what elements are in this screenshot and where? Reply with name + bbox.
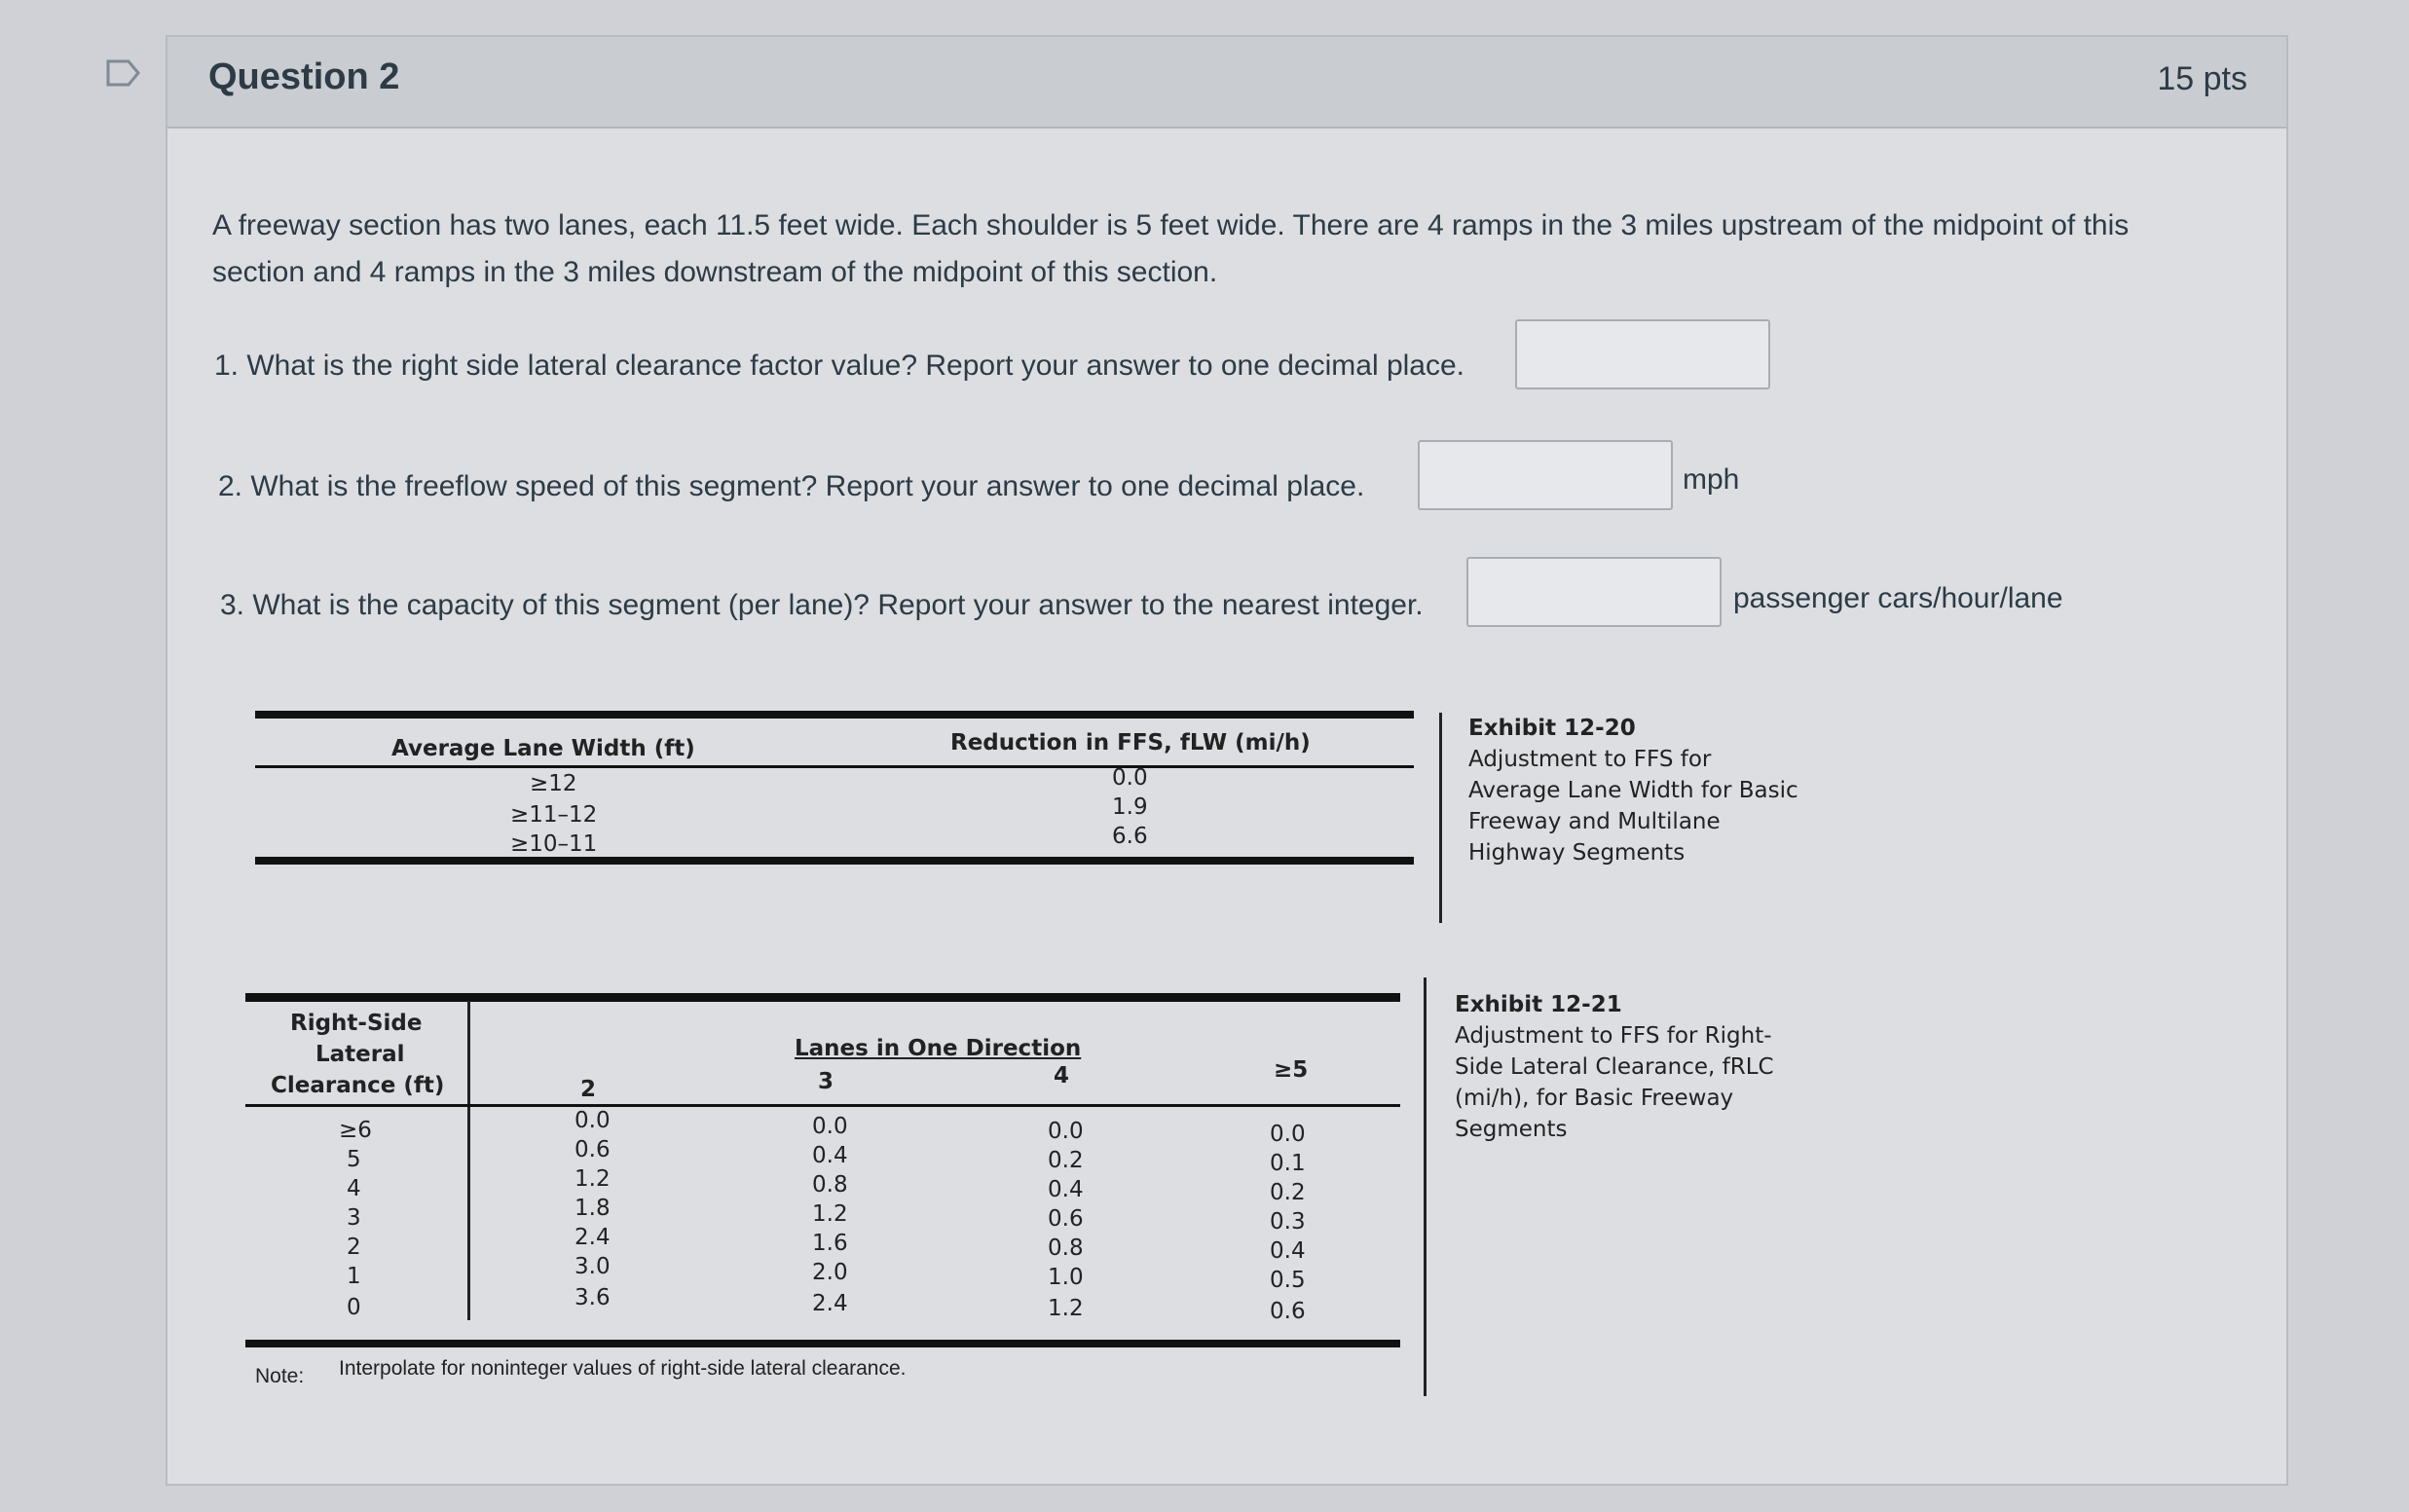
ffs-adjustment-cell: 0.8 — [1048, 1235, 1084, 1261]
lane-header: 3 — [818, 1069, 834, 1094]
ffs-adjustment-cell: 0.5 — [1270, 1268, 1306, 1293]
ffs-adjustment-cell: 0.0 — [1048, 1119, 1084, 1144]
clearance-cell: 3 — [347, 1205, 361, 1231]
ffs-adjustment-cell: 0.4 — [812, 1143, 848, 1168]
ffs-adjustment-cell: 3.6 — [574, 1285, 611, 1310]
ffs-adjustment-cell: 0.2 — [1048, 1148, 1084, 1173]
ffs-adjustment-cell: 0.0 — [1270, 1122, 1306, 1147]
exhibit-12-20-title: Exhibit 12-20 — [1468, 716, 1636, 741]
answer-input-3[interactable] — [1466, 557, 1722, 627]
lane-width-header: Average Lane Width (ft) — [391, 736, 695, 761]
note-text: Interpolate for noninteger values of right-side lateral clearance. — [339, 1357, 907, 1380]
ffs-adjustment-cell: 0.4 — [1048, 1177, 1084, 1202]
part-1-text: 1. What is the right side lateral clearance factor value? Report your answer to one decimal place. — [214, 350, 1464, 382]
lane-width-cell: ≥11–12 — [510, 802, 598, 828]
answer-input-2[interactable] — [1418, 440, 1673, 510]
part-2-text: 2. What is the freeflow speed of this segment? Report your answer to one decimal place. — [218, 470, 1365, 502]
ffs-adjustment-cell: 0.8 — [812, 1172, 848, 1198]
exhibit-12-20-caption-line: Average Lane Width for Basic — [1468, 778, 1798, 803]
part-3-unit: passenger cars/hour/lane — [1733, 582, 2063, 614]
exhibit-12-21-caption — [1455, 989, 1774, 1145]
question-points: 15 pts — [2157, 60, 2247, 97]
ffs-adjustment-cell: 0.3 — [1270, 1209, 1306, 1235]
clearance-cell: 0 — [347, 1295, 361, 1320]
ffs-adjustment-cell: 0.1 — [1270, 1151, 1306, 1176]
exhibit-12-21-caption-line: Segments — [1455, 1117, 1568, 1142]
note-label: Note: — [255, 1365, 305, 1387]
ffs-adjustment-cell: 1.6 — [812, 1231, 848, 1256]
ffs-adjustment-cell: 1.0 — [1048, 1265, 1084, 1290]
ffs-adjustment-cell: 1.8 — [574, 1196, 611, 1221]
question-card — [166, 35, 2288, 1486]
ffs-adjustment-cell: 1.2 — [1048, 1296, 1084, 1321]
clearance-cell: ≥6 — [339, 1118, 372, 1143]
lane-header: ≥5 — [1274, 1057, 1309, 1083]
exhibit-12-20-caption-line: Adjustment to FFS for — [1468, 747, 1712, 772]
clearance-cell: 2 — [347, 1235, 361, 1260]
exhibit-12-20-table — [255, 709, 1424, 904]
lane-header: 4 — [1054, 1063, 1070, 1088]
bookmark-flag-icon[interactable] — [105, 58, 142, 88]
question-header — [167, 37, 2286, 129]
exhibit-12-20-caption — [1468, 713, 1798, 868]
clearance-cell: 1 — [347, 1264, 361, 1289]
exhibit-12-21-table — [245, 991, 1414, 1400]
ffs-adjustment-cell: 0.0 — [574, 1108, 611, 1133]
ffs-adjustment-cell: 3.0 — [574, 1254, 611, 1279]
clearance-cell: 4 — [347, 1176, 361, 1201]
part-2-unit: mph — [1683, 463, 1740, 496]
ffs-adjustment-cell: 1.2 — [812, 1201, 848, 1227]
exhibit-12-20-caption-line: Freeway and Multilane — [1468, 809, 1721, 834]
exhibit-12-21-title: Exhibit 12-21 — [1455, 992, 1622, 1017]
ffs-adjustment-cell: 1.2 — [574, 1166, 611, 1192]
question-title: Question 2 — [208, 56, 400, 97]
lanes-group-header: Lanes in One Direction — [795, 1036, 1082, 1061]
reduction-cell: 1.9 — [1112, 794, 1148, 820]
exhibit-12-20-caption-line: Highway Segments — [1468, 840, 1686, 866]
lane-header: 2 — [580, 1077, 597, 1102]
exhibit-12-21-caption-line: (mi/h), for Basic Freeway — [1455, 1086, 1734, 1111]
ffs-adjustment-cell: 0.0 — [812, 1114, 848, 1139]
ffs-adjustment-cell: 2.4 — [574, 1225, 611, 1250]
reduction-cell: 0.0 — [1112, 765, 1148, 791]
question-intro-line-2: section and 4 ramps in the 3 miles downstream of the midpoint of this section. — [212, 256, 1218, 288]
answer-input-1[interactable] — [1515, 319, 1770, 389]
clearance-header-line: Right-Side — [290, 1011, 423, 1036]
ffs-reduction-header: Reduction in FFS, fLW (mi/h) — [950, 730, 1311, 756]
ffs-adjustment-cell: 0.6 — [574, 1137, 611, 1162]
lane-width-cell: ≥12 — [530, 771, 577, 796]
question-intro-line-1: A freeway section has two lanes, each 11.5 feet wide. Each shoulder is 5 feet wide. There are 4 ramps in the 3 miles upstream of the midpoint of this — [212, 209, 2130, 241]
lane-width-cell: ≥10–11 — [510, 831, 598, 857]
exhibit-12-21-caption-line: Adjustment to FFS for Right- — [1455, 1023, 1772, 1049]
ffs-adjustment-cell: 0.2 — [1270, 1180, 1306, 1205]
exhibit-12-20-divider — [1439, 713, 1442, 923]
exhibit-12-21-divider — [1424, 977, 1427, 1396]
reduction-cell: 6.6 — [1112, 824, 1148, 849]
clearance-header-line: Clearance (ft) — [271, 1073, 445, 1098]
ffs-adjustment-cell: 2.0 — [812, 1260, 848, 1285]
exhibit-12-21-caption-line: Side Lateral Clearance, fRLC — [1455, 1054, 1774, 1080]
ffs-adjustment-cell: 0.6 — [1270, 1299, 1306, 1324]
ffs-adjustment-cell: 2.4 — [812, 1291, 848, 1316]
ffs-adjustment-cell: 0.4 — [1270, 1238, 1306, 1264]
clearance-cell: 5 — [347, 1147, 361, 1172]
part-3-text: 3. What is the capacity of this segment (per lane)? Report your answer to the nearest integer. — [220, 589, 1424, 621]
ffs-adjustment-cell: 0.6 — [1048, 1206, 1084, 1232]
clearance-header-line: Lateral — [315, 1042, 405, 1067]
